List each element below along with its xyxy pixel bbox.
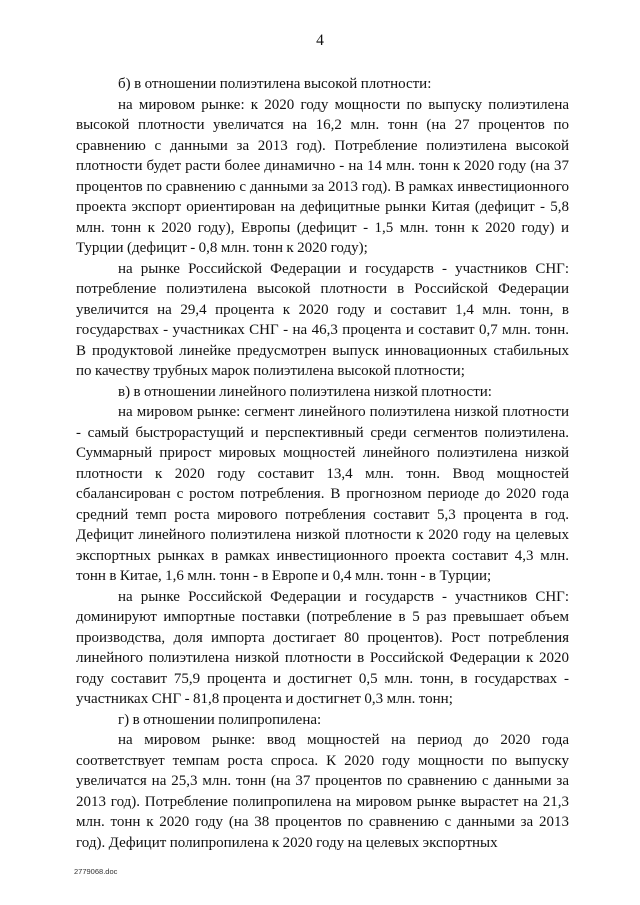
paragraph-lldpe-heading: в) в отношении линейного полиэтилена низкой плотности: <box>118 383 492 400</box>
page-number: 4 <box>316 32 324 49</box>
document-body <box>76 74 569 853</box>
paragraph-hdpe-world-market: на мировом рынке: к 2020 году мощности по выпуску полиэтилена высокой плотности увеличатся на 16,2 млн. тонн (на 27 процентов по сравнению с данными за 2013 год). Потребление полиэтилена высокой плотности будет расти более динамично - на 14 млн. тонн к 2020 году (на 37 процентов по сравнению с данными за 2013 год). В рамках инвестиционного проекта экспорт ориентирован на дефицитные рынки Китая (дефицит - 5,8 млн. тонн к 2020 году), Европы (дефицит - 1,5 млн. тонн к 2020 году) и Турции (дефицит - 0,8 млн. тонн к 2020 году); <box>76 96 569 256</box>
paragraph-lldpe-russia-cis-market: на рынке Российской Федерации и государств - участников СНГ: доминируют импортные поставки (потребление в 5 раз превышает объем производства, доля импорта достигает 80 процентов). Рост потребления линейного полиэтилена низкой плотности в Российской Федерации к 2020 году составит 75,9 процента и достигнет 0,5 млн. тонн, в государствах - участниках СНГ - 81,8 процента и достигнет 0,3 млн. тонн; <box>76 588 569 707</box>
paragraph-polypropylene-world-market: на мировом рынке: ввод мощностей на период до 2020 года соответствует темпам роста спроса. К 2020 году мощности по выпуску увеличатся на 25,3 млн. тонн (на 37 процентов по сравнению с данными за 2013 год). Потребление полипропилена на мировом рынке вырастет на 21,3 млн. тонн к 2020 году (на 38 процентов по сравнению с данными за 2013 год). Дефицит полипропилена к 2020 году на целевых экспортных <box>76 732 569 851</box>
footer-filename: 2779068.doc <box>74 867 118 876</box>
paragraph-hdpe-russia-cis-market: на рынке Российской Федерации и государств - участников СНГ: потребление полиэтилена высокой плотности в Российской Федерации увеличится на 29,4 процента к 2020 году и составит 1,4 млн. тонн, в государствах - участниках СНГ - на 46,3 процента и составит 0,7 млн. тонн. В продуктовой линейке предусмотрен выпуск инновационных стабильных по качеству трубных марок полиэтилена высокой плотности; <box>76 260 569 379</box>
paragraph-lldpe-world-market: на мировом рынке: сегмент линейного полиэтилена низкой плотности - самый быстрорастущий и перспективный среди сегментов полиэтилена. Суммарный прирост мировых мощностей линейного полиэтилена низкой плотности к 2020 году составит 13,4 млн. тонн. Ввод мощностей сбалансирован с ростом потребления. В прогнозном периоде до 2020 года средний темп роста мирового потребления составит 5,3 процента в год. Дефицит линейного полиэтилена низкой плотности к 2020 году на целевых экспортных рынках в рамках инвестиционного проекта составит 4,3 млн. тонн в Китае, 1,6 млн. тонн - в Европе и 0,4 млн. тонн - в Турции; <box>76 404 569 584</box>
paragraph-hdpe-heading: б) в отношении полиэтилена высокой плотности: <box>118 76 432 92</box>
paragraph-polypropylene-heading: г) в отношении полипропилена: <box>118 711 322 728</box>
